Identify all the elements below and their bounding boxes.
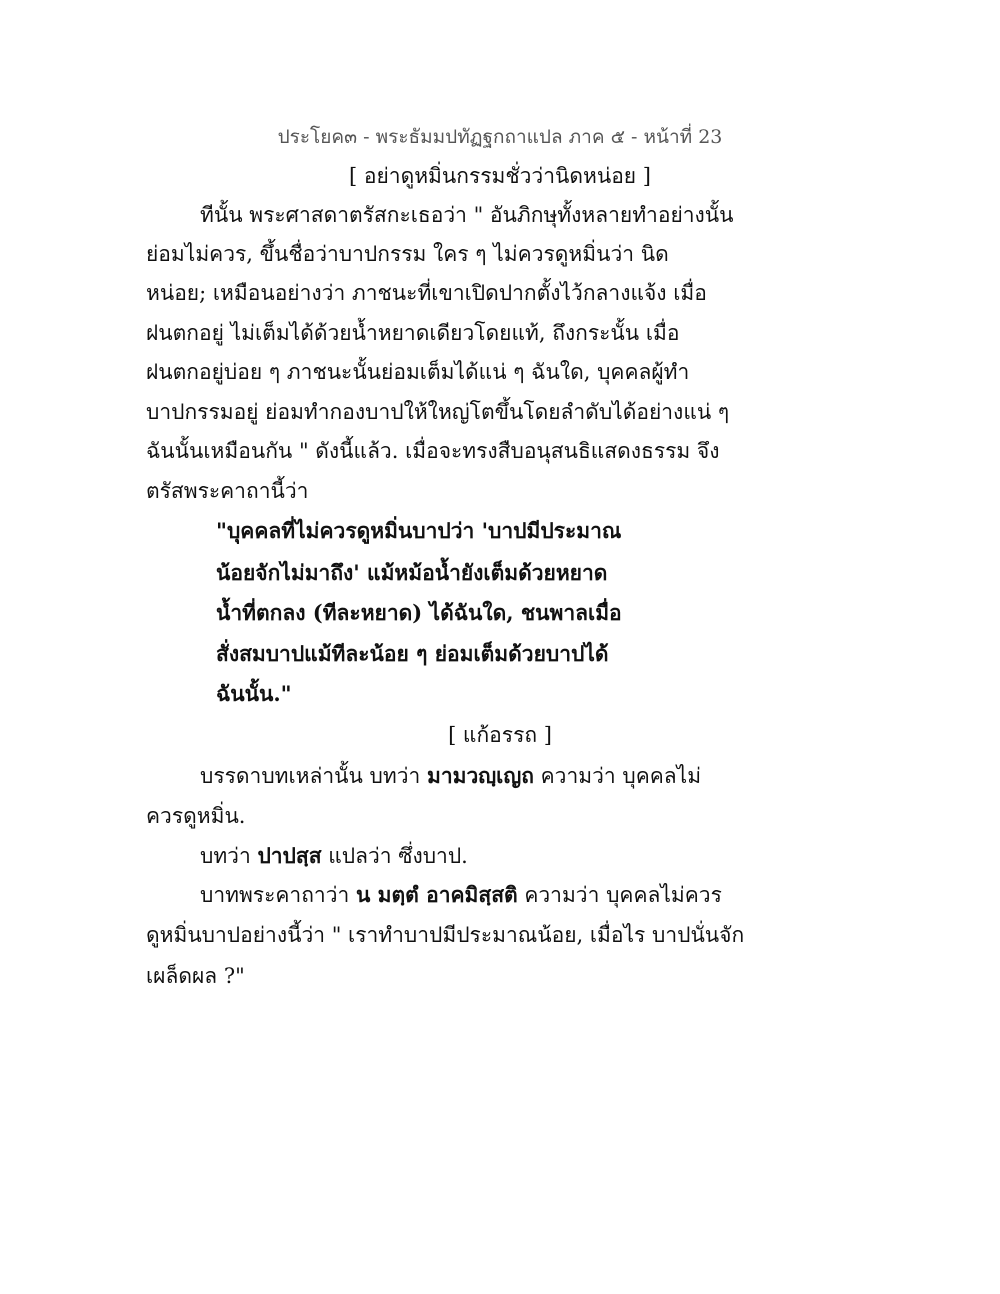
paragraph-line <box>200 843 468 869</box>
running-header: ประโยค๓ - พระธัมมปทัฏฐกถาแปล ภาค ๕ - หน้าที่ 23 <box>277 126 723 148</box>
text-segment: บทว่า <box>200 844 258 868</box>
paragraph-line: ฝนตกอยู่บ่อย ๆ ภาชนะนั้นย่อมเต็มได้แน่ ๆ ฉันใด, บุคคลผู้ทำ <box>146 360 690 384</box>
paragraph-line: บาปกรรมอยู่ ย่อมทำกองบาปให้ใหญ่โตขึ้นโดยลำดับได้อย่างแน่ ๆ <box>146 400 730 424</box>
verse-line: ฉันนั้น." <box>216 681 292 706</box>
paragraph-line: ควรดูหมิ่น. <box>146 804 246 828</box>
paragraph-line: ตรัสพระคาถานี้ว่า <box>146 479 309 503</box>
paragraph-line: ย่อมไม่ควร, ขึ้นชื่อว่าบาปกรรม ใคร ๆ ไม่ควรดูหมิ่นว่า นิด <box>146 242 669 266</box>
text-segment: ความว่า บุคคลไม่ควร <box>517 883 722 907</box>
pali-term: ปาปสฺส <box>257 843 322 868</box>
paragraph-line: ฝนตกอยู่ ไม่เต็มได้ด้วยน้ำหยาดเดียวโดยแท้, ถึงกระนั้น เมื่อ <box>146 321 680 345</box>
paragraph-line <box>200 763 701 789</box>
section-title: [ อย่าดูหมิ่นกรรมชั่วว่านิดหน่อย ] <box>349 164 651 188</box>
verse-line: "บุคคลที่ไม่ควรดูหมิ่นบาปว่า 'บาปมีประมาณ <box>216 518 622 543</box>
paragraph-line: ดูหมิ่นบาปอย่างนี้ว่า " เราทำบาปมีประมาณน้อย, เมื่อไร บาปนั่นจัก <box>146 923 745 947</box>
paragraph-line: เผล็ดผล ?" <box>146 964 245 988</box>
paragraph-line: ฉันนั้นเหมือนกัน " ดังนี้แล้ว. เมื่อจะทรงสืบอนุสนธิแสดงธรรม จึง <box>146 439 720 463</box>
paragraph-line: หน่อย; เหมือนอย่างว่า ภาชนะที่เขาเปิดปากตั้งไว้กลางแจ้ง เมื่อ <box>146 281 707 305</box>
pali-term: มามวญฺเญถ <box>427 763 534 788</box>
paragraph-line <box>200 882 722 908</box>
text-segment: บาทพระคาถาว่า <box>200 883 356 907</box>
text-segment: บรรดาบทเหล่านั้น บทว่า <box>200 764 427 788</box>
text-segment: ความว่า บุคคลไม่ <box>533 764 702 788</box>
text-segment: แปลว่า ซึ่งบาป. <box>321 844 468 868</box>
verse-line: น้ำที่ตกลง (ทีละหยาด) ได้ฉันใด, ชนพาลเมื่อ <box>216 600 622 625</box>
pali-term: น มตฺตํ อาคมิสฺสติ <box>355 882 518 907</box>
paragraph-line: ทีนั้น พระศาสดาตรัสกะเธอว่า " อันภิกษุทั้งหลายทำอย่างนั้น <box>200 203 734 227</box>
verse-line: สั่งสมบาปแม้ทีละน้อย ๆ ย่อมเต็มด้วยบาปได้ <box>216 641 609 666</box>
verse-line: น้อยจักไม่มาถึง' แม้หม้อน้ำยังเต็มด้วยหยาด <box>216 560 608 585</box>
commentary-title: [ แก้อรรถ ] <box>448 723 552 747</box>
